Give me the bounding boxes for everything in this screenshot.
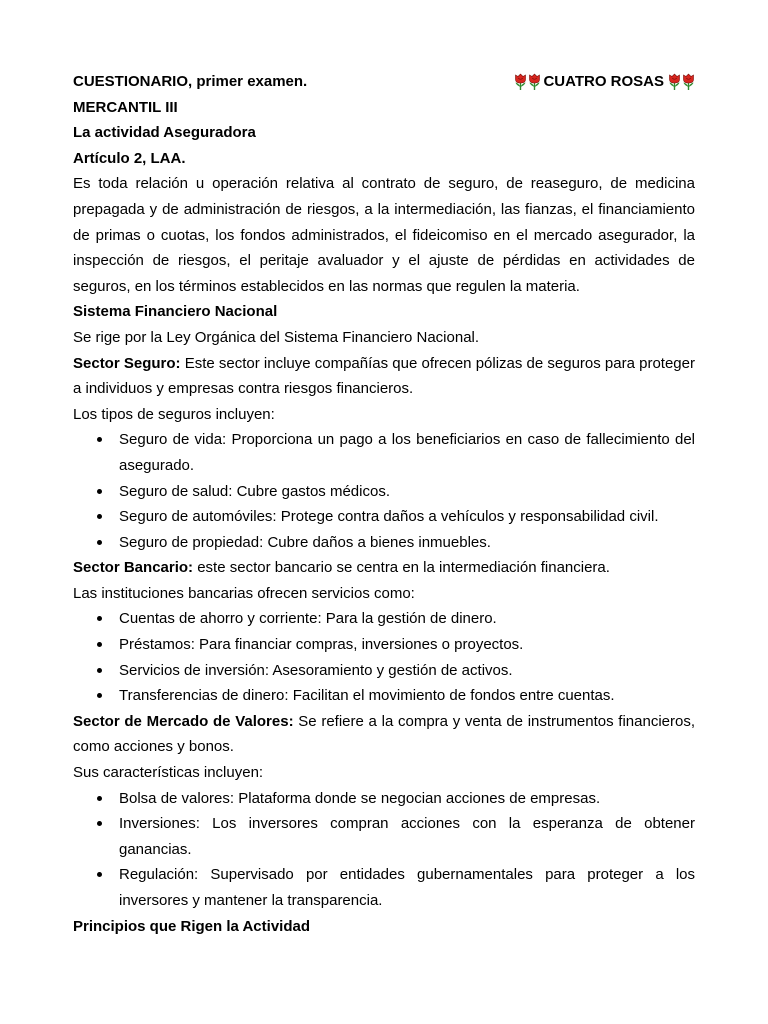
list-item — [73, 427, 695, 478]
principios-heading: Principios que Rigen la Actividad — [73, 917, 310, 935]
article-heading: Artículo 2, LAA. — [73, 149, 186, 167]
list-item-text: Seguro de propiedad: Cubre daños a bienes inmuebles. — [119, 533, 491, 551]
topic-heading: La actividad Aseguradora — [73, 124, 256, 142]
seguro-intro: Los tipos de seguros incluyen: — [73, 405, 275, 423]
list-item — [73, 606, 695, 632]
seguro-list — [73, 427, 695, 555]
bancario-text: este sector bancario se centra en la intermediación financiera. — [193, 559, 610, 577]
bancario-paragraph — [73, 555, 695, 581]
bullet-icon — [97, 489, 102, 494]
list-item — [73, 504, 695, 530]
brand — [514, 69, 695, 95]
list-item-text: Préstamos: Para financiar compras, inversiones o proyectos. — [119, 636, 524, 654]
list-item-text: Cuentas de ahorro y corriente: Para la gestión de dinero. — [119, 610, 497, 628]
valores-label: Sector de Mercado de Valores: — [73, 712, 294, 730]
article-paragraph: Es toda relación u operación relativa al contrato de seguro, de reaseguro, de medicina prepagada y de administración de riesgos, a la intermediación, las fianzas, el financiamiento de primas o cuotas, los fondos administrados, el fideicomiso en el mercado asegurador, la inspección de riesgos, el peritaje avaluador y el ajuste de pérdidas en actividades de seguros, en los términos establecidos en las normas que regulen la materia. — [73, 175, 695, 295]
bullet-icon — [97, 796, 102, 801]
bullet-icon — [97, 821, 102, 826]
bullet-icon — [97, 693, 102, 698]
valores-intro: Sus características incluyen: — [73, 764, 264, 782]
bancario-label: Sector Bancario: — [73, 559, 194, 577]
rose-icon — [514, 73, 527, 91]
list-item — [73, 530, 695, 556]
seguro-paragraph — [73, 351, 695, 402]
list-item-text: Seguro de automóviles: Protege contra daños a vehículos y responsabilidad civil. — [119, 508, 659, 526]
bullet-icon — [97, 668, 102, 673]
rose-icon — [668, 73, 681, 91]
rose-icon — [682, 73, 695, 91]
seguro-label: Sector Seguro: — [73, 354, 181, 372]
bullet-icon — [97, 540, 102, 545]
rose-icon — [528, 73, 541, 91]
brand-name: CUATRO ROSAS — [543, 73, 664, 90]
bullet-icon — [97, 616, 102, 621]
list-item-text: Servicios de inversión: Asesoramiento y gestión de activos. — [119, 661, 513, 679]
bullet-icon — [97, 437, 102, 442]
list-item-text: Seguro de salud: Cubre gastos médicos. — [119, 482, 390, 500]
bullet-icon — [97, 514, 102, 519]
bullet-icon — [97, 642, 102, 647]
list-item — [73, 862, 695, 913]
sfn-paragraph: Se rige por la Ley Orgánica del Sistema Financiero Nacional. — [73, 328, 480, 346]
exam-title: CUESTIONARIO, primer examen. — [73, 73, 308, 90]
list-item — [73, 683, 695, 709]
list-item — [73, 811, 695, 862]
list-item-text: Seguro de vida: Proporciona un pago a los beneficiarios en caso de fallecimiento del asegurado. — [119, 431, 695, 474]
seguro-text: Este sector incluye compañías que ofrecen pólizas de seguros para proteger a individuos y empresas contra riesgos financieros. — [73, 354, 695, 398]
list-item-text: Transferencias de dinero: Facilitan el movimiento de fondos entre cuentas. — [119, 687, 615, 705]
bullet-icon — [97, 872, 102, 877]
list-item-text: Regulación: Supervisado por entidades gubernamentales para proteger a los inversores y mantener la transparencia. — [119, 866, 695, 909]
list-item-text: Bolsa de valores: Plataforma donde se negocian acciones de empresas. — [119, 789, 601, 807]
list-item — [73, 786, 695, 812]
list-item-text: Inversiones: Los inversores compran acciones con la esperanza de obtener ganancias. — [119, 815, 695, 858]
subject-heading: MERCANTIL III — [73, 98, 178, 116]
header-row — [73, 69, 695, 95]
list-item — [73, 632, 695, 658]
bancario-intro: Las instituciones bancarias ofrecen servicios como: — [73, 584, 415, 602]
document-page — [73, 69, 695, 939]
bancario-list — [73, 606, 695, 708]
sfn-heading: Sistema Financiero Nacional — [73, 303, 278, 321]
valores-text: Se refiere a la compra y venta de instrumentos financieros, como acciones y bonos. — [73, 712, 695, 756]
list-item — [73, 658, 695, 684]
valores-paragraph — [73, 709, 695, 760]
list-item — [73, 479, 695, 505]
valores-list — [73, 786, 695, 914]
